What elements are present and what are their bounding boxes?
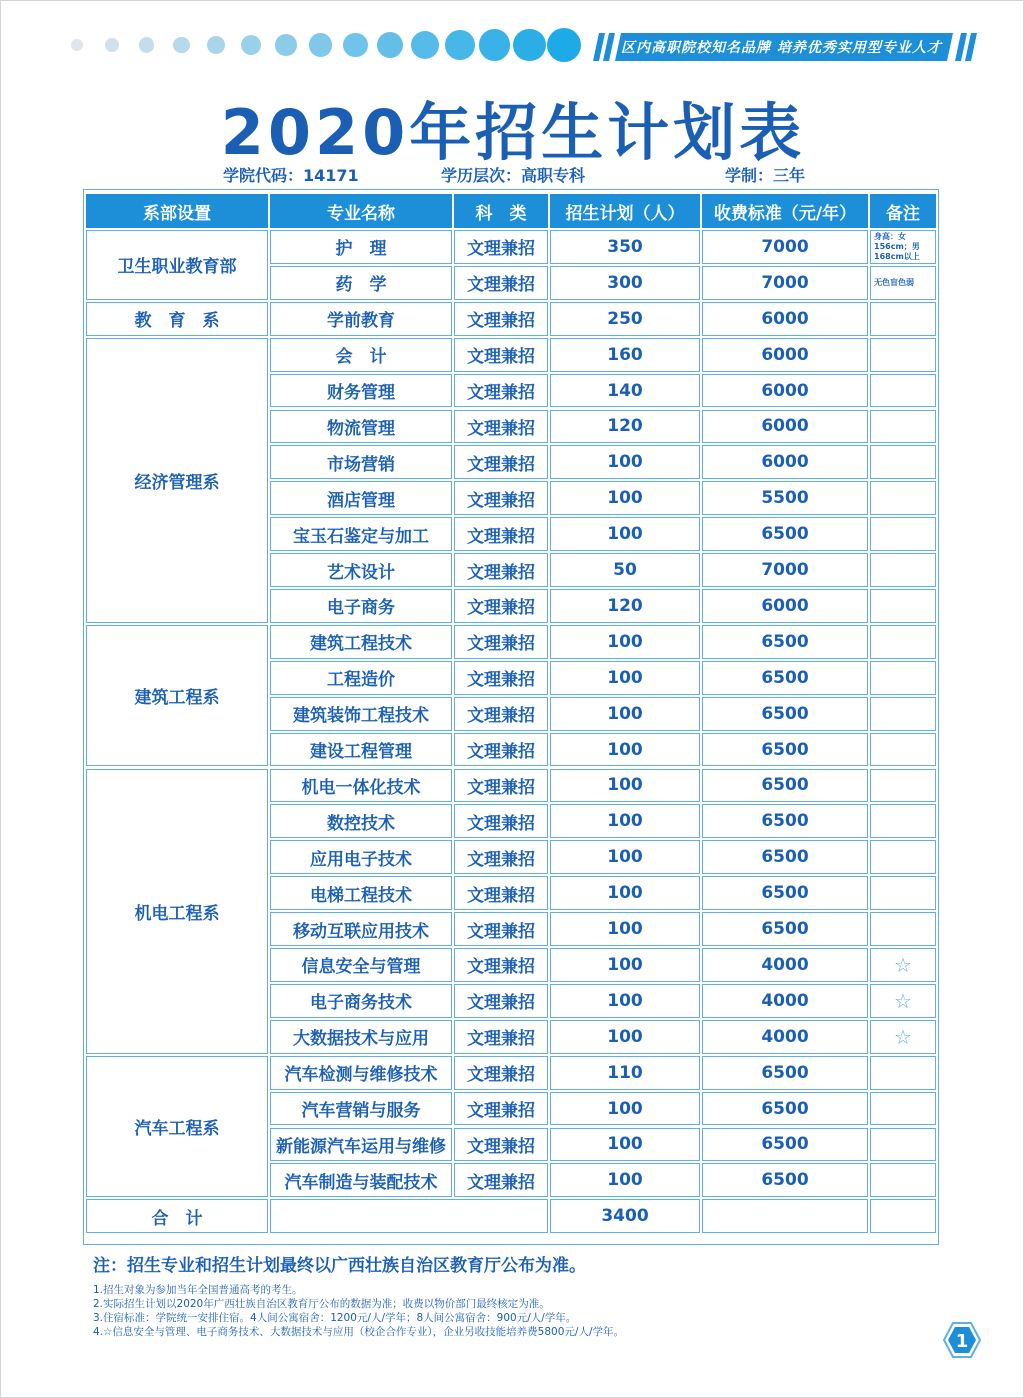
slogan-banner (591, 31, 1023, 63)
study-duration: 学制：三年 (725, 166, 806, 185)
remark-cell (870, 1128, 936, 1162)
plan-cell: 100 (550, 517, 700, 551)
remark-cell (870, 481, 936, 515)
remark-cell: 身高：女156cm；男168cm以上 (870, 230, 936, 264)
remark-cell: ☆ (870, 984, 936, 1018)
major-cell: 电梯工程技术 (270, 876, 452, 910)
plan-cell: 100 (550, 1092, 700, 1126)
notes-list (93, 1283, 973, 1339)
major-cell: 药 学 (270, 266, 452, 300)
remark-cell (870, 517, 936, 551)
fee-cell: 6000 (702, 374, 868, 408)
major-cell: 市场营销 (270, 445, 452, 479)
remark-cell: ☆ (870, 1020, 936, 1054)
major-cell: 酒店管理 (270, 481, 452, 515)
header-remark: 备注 (870, 194, 936, 228)
major-cell: 汽车检测与维修技术 (270, 1056, 452, 1090)
major-cell: 汽车营销与服务 (270, 1092, 452, 1126)
total-remark-empty (870, 1199, 936, 1233)
plan-cell: 100 (550, 948, 700, 982)
category-cell: 文理兼招 (454, 733, 548, 767)
category-cell: 文理兼招 (454, 769, 548, 803)
category-cell: 文理兼招 (454, 948, 548, 982)
category-cell: 文理兼招 (454, 984, 548, 1018)
category-cell: 文理兼招 (454, 589, 548, 623)
category-cell: 文理兼招 (454, 302, 548, 336)
main-note: 注：招生专业和招生计划最终以广西壮族自治区教育厅公布为准。 (93, 1256, 586, 1276)
decor-dot (479, 29, 510, 60)
decor-dot (445, 30, 475, 60)
category-cell: 文理兼招 (454, 1056, 548, 1090)
remark-cell (870, 840, 936, 874)
major-cell: 电子商务 (270, 589, 452, 623)
major-cell: 移动互联应用技术 (270, 912, 452, 946)
fee-cell: 5500 (702, 481, 868, 515)
category-cell: 文理兼招 (454, 410, 548, 444)
fee-cell: 6000 (702, 589, 868, 623)
remark-cell (870, 1056, 936, 1090)
major-cell: 工程造价 (270, 661, 452, 695)
fee-cell: 6500 (702, 769, 868, 803)
note-item: 1.招生对象为参加当年全国普通高考的考生。 (93, 1284, 303, 1296)
plan-cell: 100 (550, 1163, 700, 1197)
category-cell: 文理兼招 (454, 445, 548, 479)
page-number: 1 (955, 1331, 969, 1352)
department-cell: 汽车工程系 (86, 1056, 268, 1198)
header-fee: 收费标准（元/年） (702, 194, 868, 228)
fee-cell: 7000 (702, 266, 868, 300)
major-cell: 汽车制造与装配技术 (270, 1163, 452, 1197)
decor-dot (105, 38, 119, 52)
major-cell: 会 计 (270, 338, 452, 372)
enrollment-plan-table (83, 189, 939, 1245)
category-cell: 文理兼招 (454, 697, 548, 731)
remark-cell (870, 410, 936, 444)
remark-cell (870, 1163, 936, 1197)
decor-dot (547, 28, 581, 62)
fee-cell: 7000 (702, 553, 868, 587)
plan-cell: 100 (550, 445, 700, 479)
fee-cell: 6500 (702, 733, 868, 767)
decor-dot (411, 31, 439, 59)
major-cell: 电子商务技术 (270, 984, 452, 1018)
category-cell: 文理兼招 (454, 876, 548, 910)
department-cell: 经济管理系 (86, 338, 268, 623)
remark-cell (870, 661, 936, 695)
fee-cell: 6000 (702, 410, 868, 444)
fee-cell: 6500 (702, 840, 868, 874)
major-cell: 物流管理 (270, 410, 452, 444)
plan-cell: 100 (550, 876, 700, 910)
plan-cell: 100 (550, 697, 700, 731)
major-cell: 建设工程管理 (270, 733, 452, 767)
plan-cell: 100 (550, 481, 700, 515)
department-cell: 机电工程系 (86, 769, 268, 1054)
department-cell: 建筑工程系 (86, 625, 268, 767)
major-cell: 大数据技术与应用 (270, 1020, 452, 1054)
plan-cell: 160 (550, 338, 700, 372)
remark-cell (870, 589, 936, 623)
remark-cell: ☆ (870, 948, 936, 982)
note-item: 2.实际招生计划以2020年广西壮族自治区教育厅公布的数据为准；收费以物价部门最终核定为准。 (93, 1298, 550, 1310)
fee-cell: 4000 (702, 984, 868, 1018)
remark-cell (870, 733, 936, 767)
remark-cell (870, 625, 936, 659)
remark-cell (870, 769, 936, 803)
fee-cell: 6500 (702, 661, 868, 695)
major-cell: 艺术设计 (270, 553, 452, 587)
education-level: 学历层次：高职专科 (441, 166, 586, 185)
remark-cell (870, 553, 936, 587)
decor-dot (207, 36, 225, 54)
decor-dot (343, 33, 368, 58)
slogan-text: 区内高职院校知名品牌 培养优秀实用型专业人才 (621, 40, 942, 56)
note-item: 4.☆信息安全与管理、电子商务技术、大数据技术与应用（校企合作专业），企业另收技能培养费5800元/人/学年。 (93, 1326, 624, 1338)
fee-cell: 6000 (702, 445, 868, 479)
plan-cell: 300 (550, 266, 700, 300)
remark-cell (870, 374, 936, 408)
page-number-badge (943, 1321, 981, 1359)
plan-cell: 100 (550, 1020, 700, 1054)
department-cell: 教 育 系 (86, 302, 268, 336)
remark-cell (870, 697, 936, 731)
major-cell: 财务管理 (270, 374, 452, 408)
plan-cell: 100 (550, 984, 700, 1018)
fee-cell: 4000 (702, 1020, 868, 1054)
category-cell: 文理兼招 (454, 625, 548, 659)
category-cell: 文理兼招 (454, 553, 548, 587)
major-cell: 新能源汽车运用与维修 (270, 1128, 452, 1162)
total-plan: 3400 (550, 1199, 700, 1233)
plan-cell: 100 (550, 733, 700, 767)
decor-dot (309, 33, 332, 56)
major-cell: 学前教育 (270, 302, 452, 336)
category-cell: 文理兼招 (454, 804, 548, 838)
plan-cell: 100 (550, 661, 700, 695)
fee-cell: 6000 (702, 338, 868, 372)
plan-cell: 100 (550, 912, 700, 946)
category-cell: 文理兼招 (454, 374, 548, 408)
fee-cell: 7000 (702, 230, 868, 264)
category-cell: 文理兼招 (454, 912, 548, 946)
category-cell: 文理兼招 (454, 517, 548, 551)
fee-cell: 6500 (702, 804, 868, 838)
plan-cell: 350 (550, 230, 700, 264)
category-cell: 文理兼招 (454, 266, 548, 300)
total-empty (270, 1199, 548, 1233)
plan-cell: 140 (550, 374, 700, 408)
category-cell: 文理兼招 (454, 1092, 548, 1126)
decor-dot (241, 35, 261, 55)
fee-cell: 6500 (702, 876, 868, 910)
fee-cell: 6500 (702, 1056, 868, 1090)
fee-cell: 6500 (702, 912, 868, 946)
major-cell: 应用电子技术 (270, 840, 452, 874)
note-item: 3.住宿标准：学院统一安排住宿。4人间公寓宿舍：1200元/人/学年；8人间公寓宿舍：900元/人/学年。 (93, 1312, 577, 1324)
fee-cell: 6500 (702, 1128, 868, 1162)
fee-cell: 6500 (702, 1163, 868, 1197)
major-cell: 护 理 (270, 230, 452, 264)
remark-cell (870, 1092, 936, 1126)
total-fee-empty (702, 1199, 868, 1233)
plan-cell: 120 (550, 410, 700, 444)
category-cell: 文理兼招 (454, 1128, 548, 1162)
page-title: 2020年招生计划表 (220, 96, 806, 169)
decor-dot (275, 34, 297, 56)
fee-cell: 6500 (702, 517, 868, 551)
category-cell: 文理兼招 (454, 1163, 548, 1197)
fee-cell: 4000 (702, 948, 868, 982)
decorative-dots (71, 27, 591, 67)
major-cell: 信息安全与管理 (270, 948, 452, 982)
header-category: 科 类 (454, 194, 548, 228)
plan-cell: 100 (550, 625, 700, 659)
plan-cell: 100 (550, 804, 700, 838)
plan-cell: 100 (550, 769, 700, 803)
decor-dot (377, 32, 403, 58)
remark-cell (870, 302, 936, 336)
remark-cell (870, 338, 936, 372)
school-meta (1, 163, 1024, 185)
remark-cell (870, 876, 936, 910)
category-cell: 文理兼招 (454, 1020, 548, 1054)
department-cell: 卫生职业教育部 (86, 230, 268, 300)
major-cell: 建筑工程技术 (270, 625, 452, 659)
remark-cell: 无色盲色弱 (870, 266, 936, 300)
header-department: 系部设置 (86, 194, 268, 228)
plan-cell: 100 (550, 840, 700, 874)
category-cell: 文理兼招 (454, 661, 548, 695)
fee-cell: 6000 (702, 302, 868, 336)
remark-cell (870, 804, 936, 838)
total-label: 合 计 (86, 1199, 268, 1233)
remark-cell (870, 912, 936, 946)
category-cell: 文理兼招 (454, 840, 548, 874)
major-cell: 建筑装饰工程技术 (270, 697, 452, 731)
plan-cell: 250 (550, 302, 700, 336)
decor-dot (71, 39, 83, 51)
fee-cell: 6500 (702, 697, 868, 731)
category-cell: 文理兼招 (454, 338, 548, 372)
decor-dot (139, 37, 154, 52)
remark-cell (870, 445, 936, 479)
major-cell: 数控技术 (270, 804, 452, 838)
major-cell: 机电一体化技术 (270, 769, 452, 803)
fee-cell: 6500 (702, 1092, 868, 1126)
plan-cell: 100 (550, 1128, 700, 1162)
decor-dot (173, 37, 190, 54)
header-major: 专业名称 (270, 194, 452, 228)
category-cell: 文理兼招 (454, 230, 548, 264)
major-cell: 宝玉石鉴定与加工 (270, 517, 452, 551)
plan-cell: 50 (550, 553, 700, 587)
category-cell: 文理兼招 (454, 481, 548, 515)
header-plan: 招生计划（人） (550, 194, 700, 228)
fee-cell: 6500 (702, 625, 868, 659)
decor-dot (513, 29, 546, 62)
plan-cell: 110 (550, 1056, 700, 1090)
plan-cell: 120 (550, 589, 700, 623)
school-code: 学院代码：14171 (223, 166, 359, 185)
